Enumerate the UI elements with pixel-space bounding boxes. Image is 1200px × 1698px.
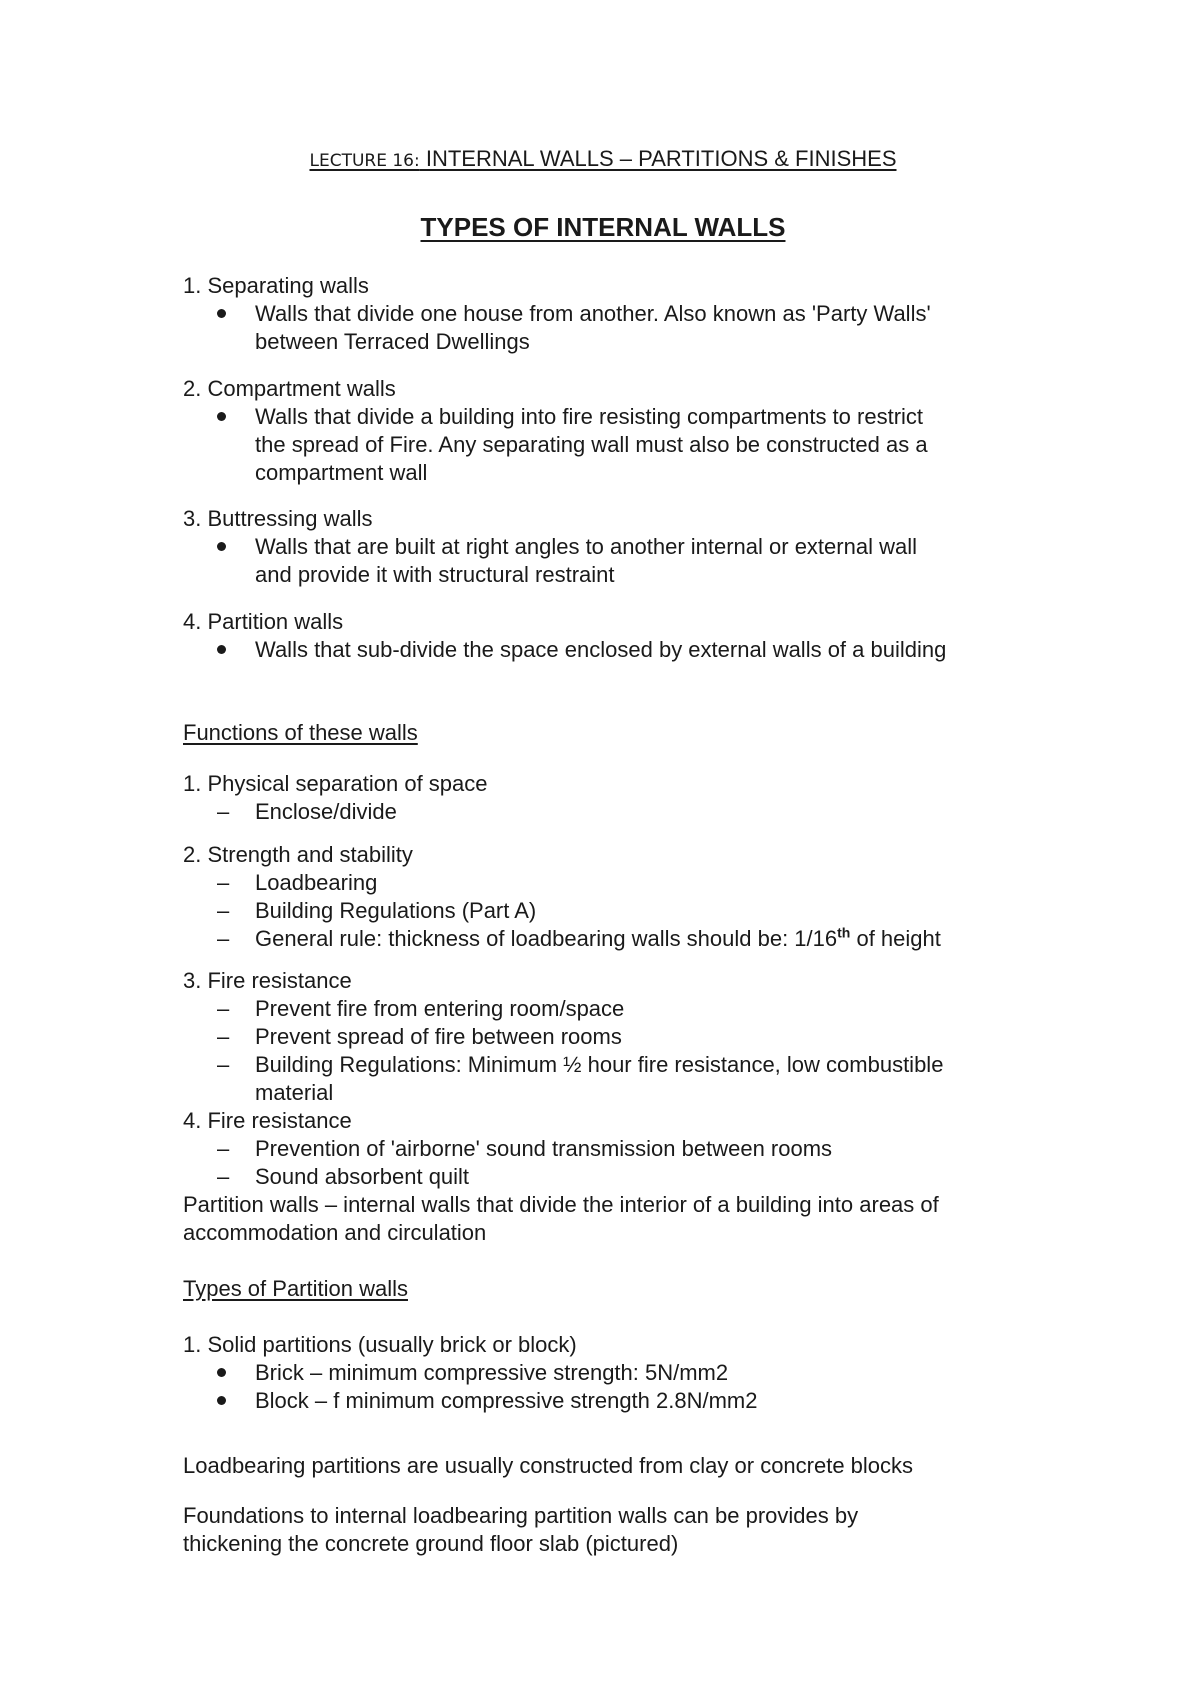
paragraph-line: Partition walls – internal walls that divide the interior of a building into areas of xyxy=(183,1192,939,1217)
list-item-text: Walls that divide one house from another. Also known as 'Party Walls' xyxy=(255,301,931,326)
paragraph-line: Foundations to internal loadbearing partition walls can be provides by xyxy=(183,1503,859,1528)
lecture-title-text: INTERNAL WALLS – PARTITIONS & FINISHES xyxy=(419,146,897,171)
dash-icon: – xyxy=(217,799,230,824)
list-item-title: 2. Strength and stability xyxy=(183,842,413,867)
section-heading-functions: Functions of these walls xyxy=(183,720,418,745)
list-item-text: Building Regulations (Part A) xyxy=(255,898,537,923)
dash-icon: – xyxy=(217,996,230,1021)
list-item-text: compartment wall xyxy=(255,460,428,485)
lecture-number: LECTURE 16: xyxy=(309,151,420,171)
bullet-icon xyxy=(217,533,226,561)
bullet-icon xyxy=(217,636,226,664)
list-item-text: Prevent spread of fire between rooms xyxy=(255,1024,622,1049)
list-item-text: Loadbearing xyxy=(255,870,378,895)
list-item-title: 4. Partition walls xyxy=(183,609,344,634)
bullet-icon xyxy=(217,1387,226,1415)
list-item-text: Walls that are built at right angles to another internal or external wall xyxy=(255,534,917,559)
dash-icon: – xyxy=(217,1136,230,1161)
dash-icon: – xyxy=(217,1052,230,1077)
paragraph-line: Loadbearing partitions are usually constructed from clay or concrete blocks xyxy=(183,1453,914,1478)
list-item-title: 3. Buttressing walls xyxy=(183,506,373,531)
section-heading-partition-types: Types of Partition walls xyxy=(183,1276,408,1301)
list-item-title: 1. Physical separation of space xyxy=(183,771,488,796)
list-item-text: and provide it with structural restraint xyxy=(255,562,615,587)
dash-icon: – xyxy=(217,1024,230,1049)
dash-icon: – xyxy=(217,898,230,923)
section-heading-types: TYPES OF INTERNAL WALLS xyxy=(420,212,786,242)
dash-icon: – xyxy=(217,1164,230,1189)
list-item-text: between Terraced Dwellings xyxy=(255,329,530,354)
rule-text: General rule: thickness of loadbearing walls should be: 1/16 xyxy=(255,926,838,951)
list-item-title: 2. Compartment walls xyxy=(183,376,396,401)
rule-superscript: th xyxy=(837,924,851,941)
lecture-title xyxy=(183,146,1023,172)
list-item-text: Block – f minimum compressive strength 2.8N/mm2 xyxy=(255,1388,758,1413)
list-item-text: the spread of Fire. Any separating wall must also be constructed as a xyxy=(255,432,928,457)
list-item-title: 4. Fire resistance xyxy=(183,1108,352,1133)
list-item-text xyxy=(255,925,941,953)
list-item-text: Prevent fire from entering room/space xyxy=(255,996,625,1021)
bullet-icon xyxy=(217,1359,226,1387)
list-item-title: 1. Separating walls xyxy=(183,273,369,298)
bullet-icon xyxy=(217,403,226,431)
list-item-title: 3. Fire resistance xyxy=(183,968,352,993)
list-item-text: Walls that divide a building into fire resisting compartments to restrict xyxy=(255,404,924,429)
dash-icon: – xyxy=(217,870,230,895)
list-item-text: Building Regulations: Minimum ½ hour fire resistance, low combustible xyxy=(255,1052,944,1077)
list-item-title: 1. Solid partitions (usually brick or block) xyxy=(183,1332,577,1357)
list-item-text: Brick – minimum compressive strength: 5N/mm2 xyxy=(255,1360,729,1385)
list-item-text: Enclose/divide xyxy=(255,799,397,824)
list-item-text: Prevention of 'airborne' sound transmission between rooms xyxy=(255,1136,833,1161)
bullet-icon xyxy=(217,300,226,328)
list-item-text: Walls that sub-divide the space enclosed by external walls of a building xyxy=(255,637,947,662)
dash-icon: – xyxy=(217,926,230,951)
list-item-text: material xyxy=(255,1080,334,1105)
rule-tail: of height xyxy=(850,926,941,951)
list-item-text: Sound absorbent quilt xyxy=(255,1164,470,1189)
paragraph-line: thickening the concrete ground floor slab (pictured) xyxy=(183,1531,679,1556)
paragraph-line: accommodation and circulation xyxy=(183,1220,487,1245)
